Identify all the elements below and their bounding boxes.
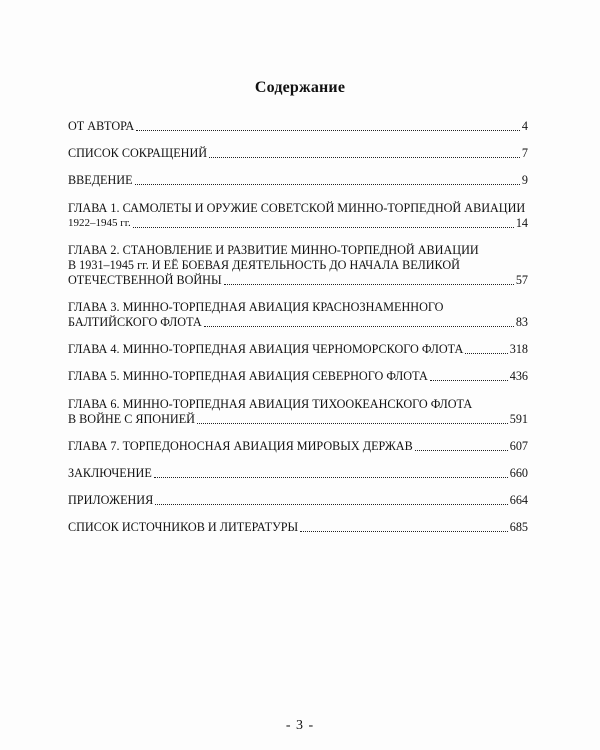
toc-entry-title: ВВЕДЕНИЕ	[68, 173, 133, 188]
toc-entry-title: СПИСОК СОКРАЩЕНИЙ	[68, 146, 208, 161]
toc-line	[68, 342, 528, 357]
toc-entry-title-continued: В 1931–1945 гг. И ЕЁ БОЕВАЯ ДЕЯТЕЛЬНОСТЬ ДО НАЧАЛА ВЕЛИКОЙ	[68, 257, 460, 272]
toc-line	[68, 369, 528, 384]
toc-page-number: 57	[515, 272, 528, 287]
toc-entry-chapter-2[interactable]	[68, 243, 528, 288]
toc-entry-foreword[interactable]	[68, 119, 528, 134]
toc-page-number: 591	[509, 411, 528, 426]
toc-page-number: 436	[509, 369, 528, 384]
toc-entry-chapter-3[interactable]	[68, 300, 528, 330]
toc-line	[68, 466, 528, 481]
toc-entry-title: ГЛАВА 7. ТОРПЕДОНОСНАЯ АВИАЦИЯ МИРОВЫХ ДЕРЖАВ	[68, 438, 413, 453]
toc-entry-bibliography[interactable]	[68, 520, 528, 535]
toc-entry-chapter-4[interactable]	[68, 342, 528, 357]
toc-entry-chapter-6[interactable]	[68, 397, 528, 427]
toc-line	[68, 146, 528, 161]
toc-page-number: 9	[521, 173, 528, 188]
toc-page-number: 14	[515, 215, 528, 230]
dot-leader	[465, 353, 507, 354]
toc-entry-chapter-1[interactable]	[68, 201, 528, 231]
toc-entry-title: ЗАКЛЮЧЕНИЕ	[68, 465, 152, 480]
toc-line	[68, 520, 528, 535]
dot-leader	[135, 184, 520, 185]
toc-entry-appendices[interactable]	[68, 493, 528, 508]
toc-entry-title: СПИСОК ИСТОЧНИКОВ И ЛИТЕРАТУРЫ	[68, 520, 299, 535]
toc-page-number: 318	[509, 342, 528, 357]
dot-leader	[415, 450, 508, 451]
toc-entry-introduction[interactable]	[68, 173, 528, 188]
toc-line	[68, 173, 528, 188]
page-footer-number: - 3 -	[285, 718, 315, 733]
toc-entry-title-continued: В ВОЙНЕ С ЯПОНИЕЙ	[68, 411, 195, 426]
toc-line	[68, 273, 528, 288]
dot-leader	[209, 157, 520, 158]
toc-entry-title: ГЛАВА 6. МИННО-ТОРПЕДНАЯ АВИАЦИЯ ТИХООКЕАНСКОГО ФЛОТА	[68, 396, 473, 411]
toc-entry-title: ГЛАВА 1. САМОЛЕТЫ И ОРУЖИЕ СОВЕТСКОЙ МИННО-ТОРПЕДНОЙ АВИАЦИИ	[68, 200, 526, 215]
toc-entry-title: ГЛАВА 2. СТАНОВЛЕНИЕ И РАЗВИТИЕ МИННО-ТОРПЕДНОЙ АВИАЦИИ	[68, 242, 479, 257]
toc-page-number: 4	[521, 119, 528, 133]
toc-entry-title: ОТ АВТОРА	[68, 119, 135, 133]
toc-entry-chapter-7[interactable]	[68, 439, 528, 454]
page-title: Содержание	[254, 79, 346, 96]
toc-line	[68, 315, 528, 330]
toc-entry-title-continued: 1922–1945 гг.	[68, 216, 131, 229]
toc-line	[68, 119, 528, 134]
dot-leader	[136, 130, 520, 131]
toc-line	[68, 216, 528, 231]
toc-entry-title: ГЛАВА 5. МИННО-ТОРПЕДНАЯ АВИАЦИЯ СЕВЕРНОГО ФЛОТА	[68, 369, 428, 384]
toc-page-number: 664	[509, 493, 528, 508]
dot-leader	[224, 284, 514, 285]
dot-leader	[155, 504, 507, 505]
dot-leader	[204, 326, 514, 327]
toc-entry-title-continued: ОТЕЧЕСТВЕННОЙ ВОЙНЫ	[68, 272, 222, 287]
dot-leader	[430, 380, 508, 381]
toc-line	[68, 412, 528, 427]
toc-page-number: 7	[521, 146, 528, 161]
dot-leader	[300, 531, 508, 532]
toc-page-number: 83	[515, 314, 528, 329]
toc-entry-title: ГЛАВА 3. МИННО-ТОРПЕДНАЯ АВИАЦИЯ КРАСНОЗНАМЕННОГО	[68, 299, 444, 314]
table-of-contents	[68, 119, 528, 547]
dot-leader	[154, 477, 508, 478]
dot-leader	[133, 227, 514, 228]
toc-line	[68, 493, 528, 508]
toc-entry-conclusion[interactable]	[68, 466, 528, 481]
toc-page-number: 660	[509, 465, 528, 480]
toc-page-number: 607	[509, 438, 528, 453]
toc-line	[68, 439, 528, 454]
toc-page-number: 685	[509, 520, 528, 535]
toc-entry-title: ГЛАВА 4. МИННО-ТОРПЕДНАЯ АВИАЦИЯ ЧЕРНОМОРСКОГО ФЛОТА	[68, 342, 464, 357]
toc-entry-title: ПРИЛОЖЕНИЯ	[68, 493, 154, 508]
dot-leader	[197, 423, 508, 424]
toc-entry-abbreviations[interactable]	[68, 146, 528, 161]
toc-entry-chapter-5[interactable]	[68, 369, 528, 384]
toc-entry-title-continued: БАЛТИЙСКОГО ФЛОТА	[68, 314, 202, 329]
